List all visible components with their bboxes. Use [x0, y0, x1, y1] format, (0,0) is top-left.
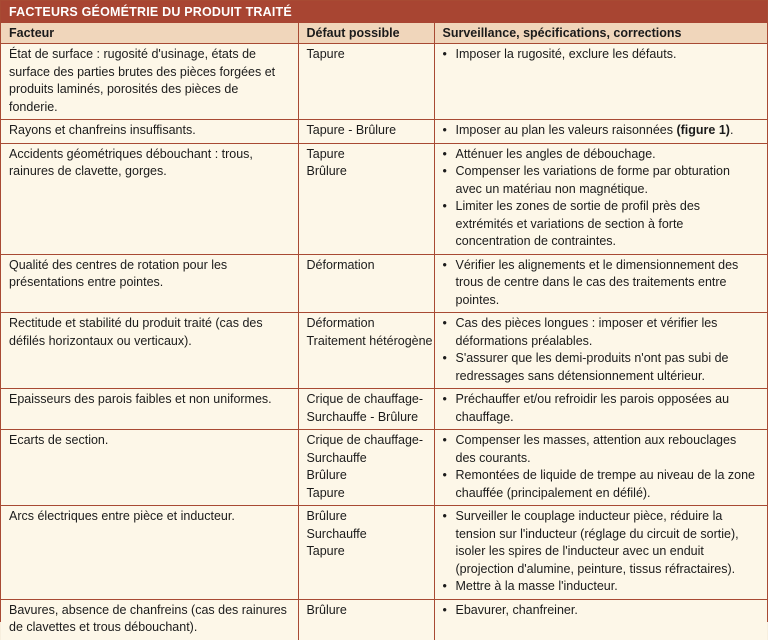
- action-item: [443, 432, 760, 467]
- defaut-item: Tapure: [306, 47, 345, 61]
- action-text: Remontées de liquide de trempe au niveau de la zone chauffée (principalement en défilé).: [455, 468, 756, 500]
- defaut-item: Tapure: [306, 544, 345, 558]
- action-text: Vérifier les alignements et le dimensionnement des trous de centre dans le cas des traitements entre pointes.: [455, 257, 739, 307]
- cell-defaut: [298, 143, 434, 254]
- defaut-item: Crique de chauffage-: [306, 392, 424, 406]
- table-row: [1, 313, 767, 389]
- action-text: Mettre à la masse l'inducteur.: [455, 579, 618, 593]
- defaut-item: Tapure: [306, 146, 345, 161]
- cell-surveillance: [434, 143, 767, 254]
- defaut-item: Tapure - Brûlure: [306, 123, 397, 137]
- cell-defaut: [298, 599, 434, 640]
- header-row: [1, 23, 767, 44]
- action-text: S'assurer que les demi-produits n'ont pas subi de redressages sans détensionnement ultérieur.: [455, 351, 729, 383]
- cell-defaut: [298, 389, 434, 430]
- action-list: [443, 146, 760, 251]
- cell-defaut: [298, 254, 434, 313]
- factors-table: [1, 23, 767, 640]
- defaut-item: Crique de chauffage-: [306, 433, 424, 447]
- action-text: Compenser les masses, attention aux rebouclages des courants.: [455, 433, 737, 465]
- action-text: Atténuer les angles de débouchage.: [455, 146, 656, 161]
- action-item: [443, 350, 760, 385]
- cell-facteur: Rectitude et stabilité du produit traité (cas des défilés horizontaux ou verticaux).: [1, 313, 298, 389]
- action-text: Imposer la rugosité, exclure les défauts.: [455, 47, 677, 61]
- action-item: [443, 198, 760, 251]
- table-row: [1, 430, 767, 506]
- action-list: [443, 257, 760, 310]
- table-row: [1, 120, 767, 144]
- action-item: [443, 146, 760, 164]
- action-list: [443, 46, 760, 64]
- cell-surveillance: [434, 389, 767, 430]
- cell-facteur: Qualité des centres de rotation pour les présentations entre pointes.: [1, 254, 298, 313]
- table-title: FACTEURS GÉOMÉTRIE DU PRODUIT TRAITÉ: [1, 1, 767, 23]
- action-text: Limiter les zones de sortie de profil près des extrémités et variations de section à forte concentration de contraintes.: [455, 199, 701, 248]
- defaut-item: Brûlure: [306, 602, 347, 617]
- cell-facteur: Accidents géométriques débouchant : trous, rainures de clavette, gorges.: [1, 143, 298, 254]
- defaut-item: Tapure: [306, 485, 345, 500]
- header-facteur: Facteur: [1, 23, 298, 44]
- action-item: [443, 46, 760, 64]
- action-list: [443, 508, 760, 596]
- cell-facteur: Bavures, absence de chanfreins (cas des rainures de clavettes et trous débouchant).: [1, 599, 298, 640]
- cell-facteur: État de surface : rugosité d'usinage, états de surface des parties brutes des pièces forgées et produits laminés, porosités des pièces de fonderie.: [1, 44, 298, 120]
- action-text: Surveiller le couplage inducteur pièce, réduire la tension sur l'inducteur (réglage du circuit de sortie), isoler les spires de l'inducteur avec un enduit (projection d'alumine, peinture, tissus réfractaires).: [455, 509, 739, 576]
- cell-facteur: Rayons et chanfreins insuffisants.: [1, 120, 298, 144]
- cell-defaut: [298, 430, 434, 506]
- cell-surveillance: [434, 430, 767, 506]
- action-list: [443, 122, 760, 140]
- action-item: [443, 391, 760, 426]
- cell-defaut: [298, 120, 434, 144]
- action-text: Imposer au plan les valeurs raisonnées: [455, 123, 673, 137]
- action-item: [443, 578, 760, 596]
- defaut-item: Brûlure: [306, 468, 347, 482]
- action-item: [443, 163, 760, 198]
- action-item: [443, 467, 760, 502]
- action-text: Préchauffer et/ou refroidir les parois opposées au chauffage.: [455, 392, 730, 424]
- defaut-item: Brûlure: [306, 509, 347, 523]
- action-text: Cas des pièces longues : imposer et vérifier les déformations préalables.: [455, 316, 718, 348]
- action-list: [443, 391, 760, 426]
- cell-defaut: [298, 313, 434, 389]
- defaut-item: Déformation: [306, 316, 375, 330]
- cell-surveillance: [434, 254, 767, 313]
- cell-facteur: Arcs électriques entre pièce et inducteur.: [1, 506, 298, 600]
- defaut-item: Surchauffe: [306, 526, 367, 541]
- cell-facteur: Ecarts de section.: [1, 430, 298, 506]
- action-text: Compenser les variations de forme par obturation avec un matériau non magnétique.: [455, 164, 730, 196]
- header-defaut: Défaut possible: [298, 23, 434, 44]
- action-item: [443, 508, 760, 578]
- cell-surveillance: [434, 506, 767, 600]
- cell-defaut: [298, 506, 434, 600]
- defaut-item: Déformation: [306, 257, 375, 272]
- action-item: [443, 315, 760, 350]
- cell-surveillance: [434, 599, 767, 640]
- action-item: [443, 257, 760, 310]
- table-row: [1, 506, 767, 600]
- action-item: • Imposer au plan les valeurs raisonnées (figure 1).: [443, 122, 760, 140]
- table-row: [1, 143, 767, 254]
- defaut-item: Brûlure: [306, 164, 347, 178]
- table-row: [1, 599, 767, 640]
- table-row: [1, 44, 767, 120]
- table-row: [1, 389, 767, 430]
- action-list: [443, 602, 760, 620]
- header-surveillance: Surveillance, spécifications, corrections: [434, 23, 767, 44]
- defaut-item: Surchauffe: [306, 450, 367, 465]
- cell-defaut: [298, 44, 434, 120]
- table-row: [1, 254, 767, 313]
- figure-reference: (figure 1): [676, 123, 730, 137]
- defaut-item: Traitement hétérogène: [306, 333, 433, 348]
- action-list: [443, 315, 760, 385]
- action-list: [443, 432, 760, 502]
- cell-surveillance: [434, 120, 767, 144]
- cell-surveillance: [434, 313, 767, 389]
- defaut-item: Surchauffe - Brûlure: [306, 409, 419, 424]
- cell-surveillance: [434, 44, 767, 120]
- cell-facteur: Epaisseurs des parois faibles et non uniformes.: [1, 389, 298, 430]
- action-item: [443, 602, 760, 620]
- action-text: Ebavurer, chanfreiner.: [455, 602, 578, 617]
